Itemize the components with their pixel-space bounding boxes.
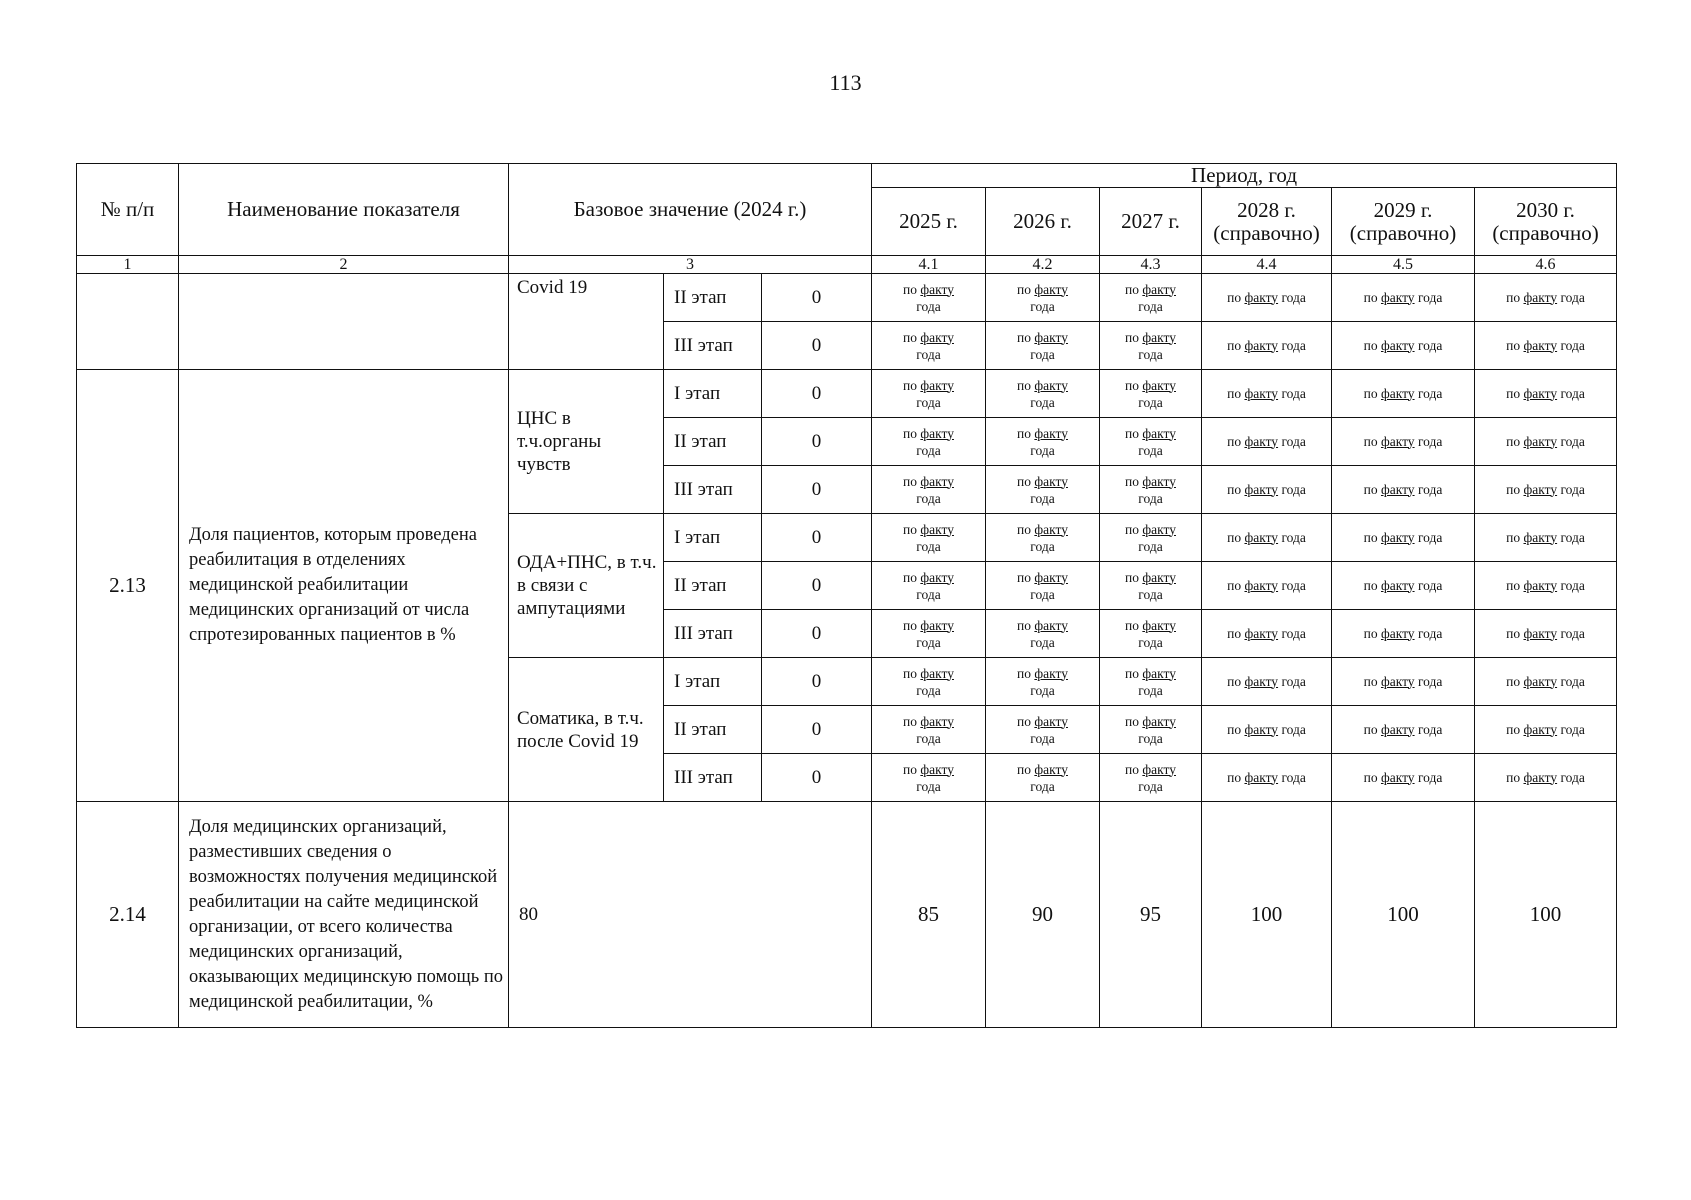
fact-cell: по факту года bbox=[1202, 610, 1332, 658]
base-value: 80 bbox=[509, 802, 872, 1028]
fact-cell: по факту года bbox=[986, 754, 1100, 802]
column-number: 4.3 bbox=[1100, 256, 1202, 274]
fact-cell: по факту года bbox=[986, 610, 1100, 658]
fact-cell: по факту года bbox=[872, 466, 986, 514]
fact-cell: по факту года bbox=[1475, 418, 1617, 466]
fact-cell: по факту года bbox=[1475, 754, 1617, 802]
fact-cell: по факту года bbox=[872, 658, 986, 706]
fact-cell: по факту года bbox=[1475, 658, 1617, 706]
year-value: 100 bbox=[1475, 802, 1617, 1028]
stage-label: II этап bbox=[664, 706, 762, 754]
column-number: 4.5 bbox=[1332, 256, 1475, 274]
fact-cell: по факту года bbox=[1202, 754, 1332, 802]
fact-cell: по факту года bbox=[872, 514, 986, 562]
column-number: 3 bbox=[509, 256, 872, 274]
header-num: № п/п bbox=[77, 164, 179, 256]
fact-cell: по факту года bbox=[986, 418, 1100, 466]
fact-cell: по факту года bbox=[986, 514, 1100, 562]
base-value: 0 bbox=[762, 370, 872, 418]
header-year-2029: 2029 г. (справочно) bbox=[1332, 188, 1475, 256]
fact-cell: по факту года bbox=[872, 370, 986, 418]
base-value: 0 bbox=[762, 562, 872, 610]
table-row bbox=[77, 274, 1617, 322]
base-value: 0 bbox=[762, 610, 872, 658]
fact-cell: по факту года bbox=[1332, 754, 1475, 802]
fact-cell: по факту года bbox=[1202, 370, 1332, 418]
fact-cell: по факту года bbox=[1332, 370, 1475, 418]
fact-cell: по факту года bbox=[1332, 514, 1475, 562]
fact-cell: по факту года bbox=[1100, 274, 1202, 322]
fact-cell: по факту года bbox=[1475, 370, 1617, 418]
stage-label: I этап bbox=[664, 514, 762, 562]
fact-cell: по факту года bbox=[986, 466, 1100, 514]
base-value: 0 bbox=[762, 658, 872, 706]
fact-cell: по факту года bbox=[1100, 610, 1202, 658]
group-label: ЦНС в т.ч.органы чувств bbox=[509, 370, 664, 514]
indicators-table bbox=[76, 163, 1617, 1028]
fact-cell: по факту года bbox=[872, 754, 986, 802]
rownum-cell-empty bbox=[77, 274, 179, 370]
fact-cell: по факту года bbox=[1475, 562, 1617, 610]
year-value: 85 bbox=[872, 802, 986, 1028]
fact-cell: по факту года bbox=[986, 706, 1100, 754]
fact-cell: по факту года bbox=[1475, 514, 1617, 562]
stage-label: III этап bbox=[664, 322, 762, 370]
header-year-2025: 2025 г. bbox=[872, 188, 986, 256]
fact-cell: по факту года bbox=[1100, 562, 1202, 610]
fact-cell: по факту года bbox=[1202, 658, 1332, 706]
column-number: 4.4 bbox=[1202, 256, 1332, 274]
header-year-2030: 2030 г. (справочно) bbox=[1475, 188, 1617, 256]
indicator-cell-empty bbox=[179, 274, 509, 370]
fact-cell: по факту года bbox=[1332, 418, 1475, 466]
fact-cell: по факту года bbox=[1100, 370, 1202, 418]
indicator-name: Доля медицинских организаций, разместивших сведения о возможностях получения медицинской реабилитации на сайте медицинской организации, от всего количества медицинских организаций, оказывающих медицинскую помощь по медицинской реабилитации, % bbox=[179, 802, 509, 1028]
fact-cell: по факту года bbox=[1475, 466, 1617, 514]
fact-cell: по факту года bbox=[1202, 322, 1332, 370]
group-label: ОДА+ПНС, в т.ч. в связи с ампутациями bbox=[509, 514, 664, 658]
fact-cell: по факту года bbox=[986, 658, 1100, 706]
base-value: 0 bbox=[762, 514, 872, 562]
fact-cell: по факту года bbox=[1202, 514, 1332, 562]
fact-cell: по факту года bbox=[1100, 514, 1202, 562]
fact-cell: по факту года bbox=[1100, 658, 1202, 706]
fact-cell: по факту года bbox=[1202, 466, 1332, 514]
fact-cell: по факту года bbox=[1332, 274, 1475, 322]
base-value: 0 bbox=[762, 754, 872, 802]
indicator-name: Доля пациентов, которым проведена реабилитация в отделениях медицинской реабилитации медицинских организаций от числа спротезированных пациентов в % bbox=[179, 370, 509, 802]
fact-cell: по факту года bbox=[1100, 466, 1202, 514]
stage-label: III этап bbox=[664, 466, 762, 514]
fact-cell: по факту года bbox=[1100, 706, 1202, 754]
header-name: Наименование показателя bbox=[179, 164, 509, 256]
column-numbers-row bbox=[77, 256, 1617, 274]
row-number: 2.14 bbox=[77, 802, 179, 1028]
stage-label: III этап bbox=[664, 610, 762, 658]
stage-label: I этап bbox=[664, 370, 762, 418]
fact-cell: по факту года bbox=[872, 706, 986, 754]
fact-cell: по факту года bbox=[1100, 322, 1202, 370]
fact-cell: по факту года bbox=[1475, 322, 1617, 370]
column-number: 1 bbox=[77, 256, 179, 274]
fact-cell: по факту года bbox=[1202, 418, 1332, 466]
header-year-2026: 2026 г. bbox=[986, 188, 1100, 256]
fact-cell: по факту года bbox=[1100, 754, 1202, 802]
stage-label: III этап bbox=[664, 754, 762, 802]
header-period: Период, год bbox=[872, 164, 1617, 188]
fact-cell: по факту года bbox=[872, 274, 986, 322]
page-number: 113 bbox=[829, 70, 862, 95]
year-value: 100 bbox=[1202, 802, 1332, 1028]
row-number: 2.13 bbox=[77, 370, 179, 802]
group-label: Covid 19 bbox=[509, 274, 664, 370]
fact-cell: по факту года bbox=[872, 418, 986, 466]
fact-cell: по факту года bbox=[872, 322, 986, 370]
fact-cell: по факту года bbox=[1332, 322, 1475, 370]
stage-label: I этап bbox=[664, 658, 762, 706]
fact-cell: по факту года bbox=[1202, 274, 1332, 322]
fact-cell: по факту года bbox=[1475, 274, 1617, 322]
fact-cell: по факту года bbox=[1332, 658, 1475, 706]
fact-cell: по факту года bbox=[986, 562, 1100, 610]
base-value: 0 bbox=[762, 322, 872, 370]
stage-label: II этап bbox=[664, 274, 762, 322]
fact-cell: по факту года bbox=[1332, 610, 1475, 658]
fact-cell: по факту года bbox=[986, 370, 1100, 418]
base-value: 0 bbox=[762, 274, 872, 322]
fact-cell: по факту года bbox=[1202, 706, 1332, 754]
year-value: 95 bbox=[1100, 802, 1202, 1028]
fact-cell: по факту года bbox=[1332, 562, 1475, 610]
fact-cell: по факту года bbox=[986, 322, 1100, 370]
table-row bbox=[77, 802, 1617, 1028]
column-number: 2 bbox=[179, 256, 509, 274]
fact-cell: по факту года bbox=[1100, 418, 1202, 466]
stage-label: II этап bbox=[664, 418, 762, 466]
base-value: 0 bbox=[762, 706, 872, 754]
fact-cell: по факту года bbox=[1475, 706, 1617, 754]
stage-label: II этап bbox=[664, 562, 762, 610]
fact-cell: по факту года bbox=[1332, 466, 1475, 514]
fact-cell: по факту года bbox=[1332, 706, 1475, 754]
column-number: 4.6 bbox=[1475, 256, 1617, 274]
fact-cell: по факту года bbox=[1475, 610, 1617, 658]
fact-cell: по факту года bbox=[872, 562, 986, 610]
column-number: 4.1 bbox=[872, 256, 986, 274]
year-value: 90 bbox=[986, 802, 1100, 1028]
header-base: Базовое значение (2024 г.) bbox=[509, 164, 872, 256]
year-value: 100 bbox=[1332, 802, 1475, 1028]
table-row bbox=[77, 370, 1617, 418]
base-value: 0 bbox=[762, 418, 872, 466]
fact-cell: по факту года bbox=[872, 610, 986, 658]
column-number: 4.2 bbox=[986, 256, 1100, 274]
header-year-2028: 2028 г. (справочно) bbox=[1202, 188, 1332, 256]
fact-cell: по факту года bbox=[986, 274, 1100, 322]
header-year-2027: 2027 г. bbox=[1100, 188, 1202, 256]
group-label: Соматика, в т.ч. после Covid 19 bbox=[509, 658, 664, 802]
fact-cell: по факту года bbox=[1202, 562, 1332, 610]
base-value: 0 bbox=[762, 466, 872, 514]
